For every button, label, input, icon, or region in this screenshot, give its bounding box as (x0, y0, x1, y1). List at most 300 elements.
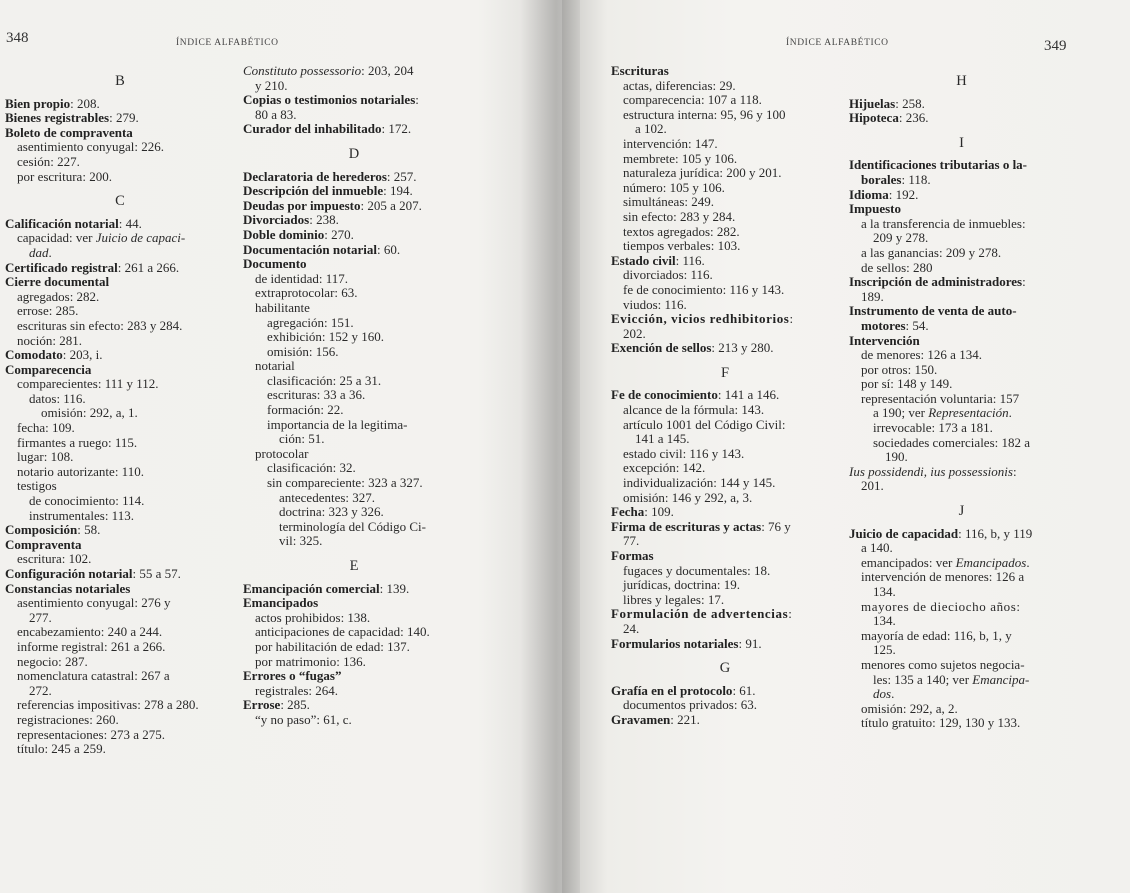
index-entry (849, 111, 1074, 126)
page-number-left: 348 (6, 30, 29, 46)
index-entry (611, 122, 839, 137)
index-entry (243, 301, 465, 316)
entry-ref: : 61. (732, 682, 756, 698)
entry-text: vil: 325. (279, 533, 323, 549)
entry-text: artículo 1001 del Código Civil: (623, 416, 786, 432)
entry-text: comparecientes: 111 y 112. (17, 376, 159, 392)
entry-text: escritura: 102. (17, 551, 92, 567)
entry-ref: : 261 a 266. (117, 259, 180, 275)
index-entry (611, 327, 839, 342)
entry-italic: Emancipados (955, 554, 1027, 570)
entry-text: por matrimonio: 136. (255, 653, 366, 669)
entry-ref: : (415, 92, 419, 108)
entry-text: notario autorizante: 110. (17, 463, 144, 479)
entry-heading: Doble dominio (243, 226, 325, 242)
entry-text: fe de conocimiento: 116 y 143. (623, 281, 785, 297)
index-entry (611, 152, 839, 167)
index-entry (5, 290, 235, 305)
index-entry (849, 202, 1074, 217)
index-entry (5, 275, 235, 290)
entry-heading: Hipoteca (849, 110, 899, 126)
entry-ref: : (1022, 274, 1026, 290)
index-entry (611, 418, 839, 433)
index-entry (849, 643, 1074, 658)
entry-text: textos agregados: 282. (623, 223, 740, 239)
entry-text: sin compareciente: 323 a 327. (267, 475, 423, 491)
entry-heading: Firma de escrituras y actas (611, 518, 762, 534)
index-column-4 (849, 64, 1074, 731)
entry-text: testigos (17, 478, 57, 494)
index-entry (849, 629, 1074, 644)
entry-text: 77. (623, 533, 640, 549)
entry-text: jurídicas, doctrina: 19. (623, 577, 740, 593)
index-entry (849, 614, 1074, 629)
entry-text: título: 245 a 259. (17, 741, 106, 757)
entry-text: a la transferencia de inmuebles: (861, 215, 1026, 231)
entry-text: estado civil: 116 y 143. (623, 445, 745, 461)
entry-heading: Compraventa (5, 536, 82, 552)
entry-heading: Divorciados (243, 212, 310, 228)
entry-text: omisión: 156. (267, 343, 339, 359)
index-entry (5, 552, 235, 567)
index-column-2 (243, 64, 465, 728)
index-entry (611, 564, 839, 579)
index-entry (849, 600, 1074, 615)
index-entry (611, 254, 839, 269)
entry-heading: Deudas por impuesto (243, 197, 361, 213)
index-entry (5, 465, 235, 480)
index-entry (611, 298, 839, 313)
entry-ref: : (789, 311, 794, 327)
entry-ref: : 141 a 146. (717, 387, 780, 403)
index-entry (849, 556, 1074, 571)
section-letter: G (719, 660, 731, 677)
entry-text: clasificación: 25 a 31. (267, 372, 382, 388)
entry-text: registraciones: 260. (17, 711, 119, 727)
entry-text: omisión: 146 y 292, a, 3. (623, 489, 753, 505)
index-entry (849, 465, 1074, 480)
entry-text: naturaleza jurídica: 200 y 201. (623, 165, 782, 181)
entry-italic: Juicio de capaci- (95, 230, 186, 246)
entry-heading: Composición (5, 522, 78, 538)
index-entry (243, 170, 465, 185)
index-entry (611, 684, 839, 699)
entry-text: a las ganancias: 209 y 278. (861, 244, 1002, 260)
index-entry (5, 126, 235, 141)
index-entry (5, 509, 235, 524)
book-gutter (520, 0, 580, 893)
entry-text: registrales: 264. (255, 682, 339, 698)
index-entry (611, 195, 839, 210)
entry-text: anticipaciones de capacidad: 140. (255, 624, 430, 640)
entry-ref: : 54. (905, 317, 929, 333)
entry-ref: : 279. (109, 110, 139, 126)
index-entry (243, 228, 465, 243)
entry-text: libres y legales: 17. (623, 591, 725, 607)
entry-text: intervención: 147. (623, 135, 718, 151)
entry-heading: Formulación de advertencias (611, 606, 789, 622)
index-entry (5, 596, 235, 611)
index-entry (611, 461, 839, 476)
index-entry (849, 392, 1074, 407)
entry-ref: : 139. (379, 580, 410, 596)
entry-ref: : 270. (324, 226, 354, 242)
section-letter: B (115, 73, 125, 89)
entry-text: instrumentales: 113. (29, 507, 134, 523)
index-entry (611, 698, 839, 713)
entry-heading: Juicio de capacidad (849, 525, 959, 541)
entry-heading: Documentación notarial (243, 241, 377, 257)
entry-ref: : 60. (376, 241, 401, 257)
index-entry (849, 479, 1074, 494)
index-entry (243, 359, 465, 374)
entry-text: antecedentes: 327. (279, 489, 376, 505)
index-entry (611, 534, 839, 549)
index-entry (5, 436, 235, 451)
index-entry (243, 520, 465, 535)
entry-text: 24. (623, 620, 640, 636)
index-entry (243, 330, 465, 345)
index-entry (849, 173, 1074, 188)
index-entry (5, 246, 235, 261)
index-entry (5, 640, 235, 655)
entry-text: notarial (255, 358, 295, 374)
index-entry (611, 713, 839, 728)
entry-ref: : 205 a 207. (360, 197, 422, 213)
entry-text: agregados: 282. (17, 288, 100, 304)
entry-heading: Comparecencia (5, 361, 92, 377)
entry-heading: Exención de sellos (611, 340, 712, 356)
index-entry (611, 108, 839, 123)
index-entry (611, 520, 839, 535)
entry-ref: : 109. (644, 504, 674, 520)
index-entry (243, 122, 465, 137)
index-entry (849, 716, 1074, 731)
entry-heading: Fe de conocimiento (611, 387, 718, 403)
entry-text: 202. (623, 325, 646, 341)
entry-heading: Identificaciones tributarias o la- (849, 157, 1028, 173)
index-entry (849, 377, 1074, 392)
section-letter: I (959, 134, 964, 151)
entry-text: importancia de la legitima- (267, 416, 408, 432)
entry-heading: Formas (611, 548, 654, 563)
index-entry (5, 450, 235, 465)
index-entry (243, 461, 465, 476)
entry-text: asentimiento conyugal: 226. (17, 139, 164, 155)
entry-heading: Certificado registral (5, 259, 118, 275)
index-entry (5, 140, 235, 155)
entry-heading: Intervención (849, 332, 920, 348)
index-entry (5, 625, 235, 640)
index-entry (611, 64, 839, 79)
index-entry (849, 363, 1074, 378)
index-entry (243, 669, 465, 684)
entry-text: . (1008, 405, 1012, 421)
entry-text: 141 a 145. (635, 431, 690, 447)
section-letter: J (958, 503, 965, 520)
entry-heading: Copias o testimonios notariales (243, 92, 416, 108)
entry-text: por otros: 150. (861, 361, 938, 377)
entry-ref: : 192. (888, 186, 919, 202)
entry-text: sociedades comerciales: 182 a (873, 434, 1031, 450)
entry-heading: Bienes registrables (5, 110, 110, 126)
entry-text: cesión: 227. (17, 153, 80, 169)
index-entry (5, 742, 235, 757)
entry-heading: Formularios notariales (611, 635, 739, 651)
entry-text: de menores: 126 a 134. (861, 347, 982, 363)
entry-heading: Evicción, vicios redhibitorios (611, 311, 790, 327)
entry-text: clasificación: 32. (267, 460, 356, 476)
index-entry (5, 538, 235, 553)
index-entry (611, 210, 839, 225)
index-entry (849, 217, 1074, 232)
entry-text: exhibición: 152 y 160. (267, 329, 384, 345)
entry-text: omisión: 292, a, 2. (861, 700, 958, 716)
entry-text: y 210. (255, 77, 288, 93)
entry-heading: Constancias notariales (5, 580, 131, 596)
entry-heading: Declaratoria de herederos (243, 168, 387, 184)
entry-heading: Cierre documental (5, 274, 110, 290)
index-entry (5, 155, 235, 170)
entry-ref: : 257. (386, 168, 417, 184)
index-entry (849, 231, 1074, 246)
entry-text: errose: 285. (17, 303, 79, 319)
index-entry (611, 388, 839, 403)
entry-ref: : 213 y 280. (711, 340, 774, 356)
entry-text: 277. (29, 609, 52, 625)
index-entry (5, 111, 235, 126)
entry-text: asentimiento conyugal: 276 y (17, 595, 171, 611)
entry-heading: Errores o “fugas” (243, 668, 342, 684)
entry-heading: Calificación notarial (5, 215, 119, 231)
index-entry (849, 348, 1074, 363)
entry-text: 125. (873, 642, 896, 658)
entry-heading: Boleto de compraventa (5, 124, 133, 140)
entry-text: . (891, 686, 895, 702)
entry-ref: : 285. (280, 697, 310, 713)
entry-ref: : 194. (383, 183, 413, 199)
entry-text: viudos: 116. (623, 296, 687, 312)
index-entry (5, 377, 235, 392)
index-entry (243, 79, 465, 94)
index-entry (849, 97, 1074, 112)
index-entry (611, 432, 839, 447)
entry-heading: Idioma (849, 186, 889, 202)
entry-text: : (1012, 463, 1017, 479)
entry-heading: Bien propio (5, 95, 71, 111)
index-entry (849, 334, 1074, 349)
index-entry (243, 64, 465, 79)
index-entry (5, 261, 235, 276)
section-letter: D (348, 145, 360, 162)
entry-text: alcance de la fórmula: 143. (623, 402, 765, 418)
index-entry (611, 637, 839, 652)
entry-text: de conocimiento: 114. (29, 493, 145, 509)
index-entry (849, 450, 1074, 465)
entry-text: agregación: 151. (267, 314, 354, 330)
entry-text: tiempos verbales: 103. (623, 238, 741, 254)
index-entry (849, 290, 1074, 305)
entry-text: negocio: 287. (17, 653, 88, 669)
section-letter: F (720, 364, 730, 381)
entry-text: referencias impositivas: 278 a 280. (17, 697, 199, 713)
index-entry (611, 476, 839, 491)
index-entry (243, 286, 465, 301)
entry-italic: dos (873, 686, 892, 702)
index-entry (5, 304, 235, 319)
entry-heading: Documento (243, 256, 307, 272)
entry-text: ción: 51. (279, 431, 325, 447)
entry-heading: Comodato (5, 347, 63, 363)
index-entry (5, 363, 235, 378)
entry-heading: Configuración notarial (5, 566, 133, 581)
entry-ref: : 203, i. (62, 347, 103, 363)
entry-italic: Ius possidendi, ius possessionis (849, 463, 1013, 479)
entry-heading: motores (861, 317, 906, 333)
entry-ref: : 44. (118, 215, 142, 231)
entry-italic: Representación (928, 405, 1009, 421)
index-entry (5, 669, 235, 684)
entry-text: 134. (873, 584, 896, 599)
index-entry (243, 213, 465, 228)
entry-heading: Inscripción de administradores (849, 274, 1023, 290)
entry-heading: Escrituras (611, 63, 669, 78)
index-entry (243, 505, 465, 520)
entry-heading: Estado civil (611, 252, 676, 268)
index-entry (5, 582, 235, 597)
index-entry (849, 246, 1074, 261)
entry-text: simultáneas: 249. (623, 194, 714, 210)
index-entry (849, 687, 1074, 702)
entry-text: irrevocable: 173 a 181. (873, 420, 993, 436)
entry-ref: : 58. (77, 522, 101, 538)
entry-text: encabezamiento: 240 a 244. (17, 624, 163, 640)
index-entry (5, 334, 235, 349)
index-entry (243, 611, 465, 626)
index-entry (5, 479, 235, 494)
entry-text: fugaces y documentales: 18. (623, 562, 771, 578)
index-entry (5, 406, 235, 421)
entry-text: “y no paso”: 61, c. (255, 711, 352, 727)
index-entry (849, 275, 1074, 290)
section-letter: H (956, 73, 967, 89)
entry-text: título gratuito: 129, 130 y 133. (861, 715, 1021, 731)
index-entry (5, 655, 235, 670)
index-entry (611, 239, 839, 254)
index-entry (611, 283, 839, 298)
index-entry (849, 319, 1074, 334)
index-entry (611, 341, 839, 356)
index-entry (849, 261, 1074, 276)
index-entry (849, 658, 1074, 673)
index-entry (243, 418, 465, 433)
entry-text: a 102. (635, 121, 667, 137)
entry-text: estructura interna: 95, 96 y 100 (623, 106, 786, 122)
index-entry (243, 243, 465, 258)
index-entry (243, 316, 465, 331)
entry-text: escrituras: 33 a 36. (267, 387, 366, 403)
entry-heading: Emancipación comercial (243, 580, 380, 596)
index-entry (611, 225, 839, 240)
entry-ref: : 172. (381, 121, 412, 137)
index-entry (611, 447, 839, 462)
index-entry (5, 217, 235, 232)
index-entry (5, 713, 235, 728)
index-entry (5, 684, 235, 699)
index-entry (243, 655, 465, 670)
index-entry (243, 640, 465, 655)
entry-text: 189. (861, 288, 884, 304)
index-entry (5, 170, 235, 185)
index-entry (849, 158, 1074, 173)
entry-text: datos: 116. (29, 390, 86, 406)
index-entry (243, 388, 465, 403)
index-entry (611, 505, 839, 520)
entry-text: menores como sujetos negocia- (861, 656, 1025, 672)
entry-italic: dad (29, 244, 49, 260)
entry-text: emancipados: ver (861, 554, 956, 570)
entry-ref: : 116, b, y 119 (958, 525, 1033, 541)
index-entry (5, 611, 235, 626)
index-entry (611, 491, 839, 506)
index-entry (611, 268, 839, 283)
entry-text: 190. (885, 449, 908, 465)
entry-text: habilitante (255, 299, 310, 315)
index-entry (849, 304, 1074, 319)
index-entry (243, 534, 465, 549)
entry-text: les: 135 a 140; ver (873, 671, 973, 687)
entry-text: representación voluntaria: 157 (861, 390, 1020, 406)
entry-italic: Constituto possessorio (243, 63, 362, 78)
entry-text: . (48, 244, 52, 260)
index-column-1 (5, 64, 235, 757)
index-entry (5, 494, 235, 509)
entry-text: protocolar (255, 445, 309, 461)
running-head-right: ÍNDICE ALFABÉTICO (786, 38, 889, 48)
entry-text: 201. (861, 478, 884, 494)
entry-text: representaciones: 273 a 275. (17, 726, 166, 742)
entry-text: de sellos: 280 (861, 259, 933, 275)
entry-text: excepción: 142. (623, 460, 706, 476)
index-entry (5, 421, 235, 436)
entry-text: omisión: 292, a, 1. (41, 405, 138, 421)
index-entry (243, 684, 465, 699)
index-entry (611, 578, 839, 593)
entry-ref: : 236. (898, 110, 929, 126)
index-entry (611, 137, 839, 152)
index-entry (5, 97, 235, 112)
entry-text: terminología del Código Ci- (279, 518, 426, 534)
index-entry (243, 447, 465, 462)
index-entry (849, 673, 1074, 688)
index-entry (849, 527, 1074, 542)
entry-text: por habilitación de edad: 137. (255, 638, 410, 654)
entry-text: actos prohibidos: 138. (255, 609, 371, 625)
section-letter: C (115, 193, 125, 210)
index-entry (243, 625, 465, 640)
index-entry (5, 698, 235, 713)
entry-text: membrete: 105 y 106. (623, 150, 738, 166)
entry-ref: : 258. (895, 95, 925, 111)
index-column-3 (611, 64, 839, 728)
entry-text: por escritura: 200. (17, 168, 112, 184)
index-entry (611, 622, 839, 637)
entry-text: 80 a 83. (255, 106, 297, 122)
index-entry (243, 184, 465, 199)
entry-text: lugar: 108. (17, 449, 74, 465)
index-entry (849, 406, 1074, 421)
running-head-left: ÍNDICE ALFABÉTICO (176, 38, 279, 48)
